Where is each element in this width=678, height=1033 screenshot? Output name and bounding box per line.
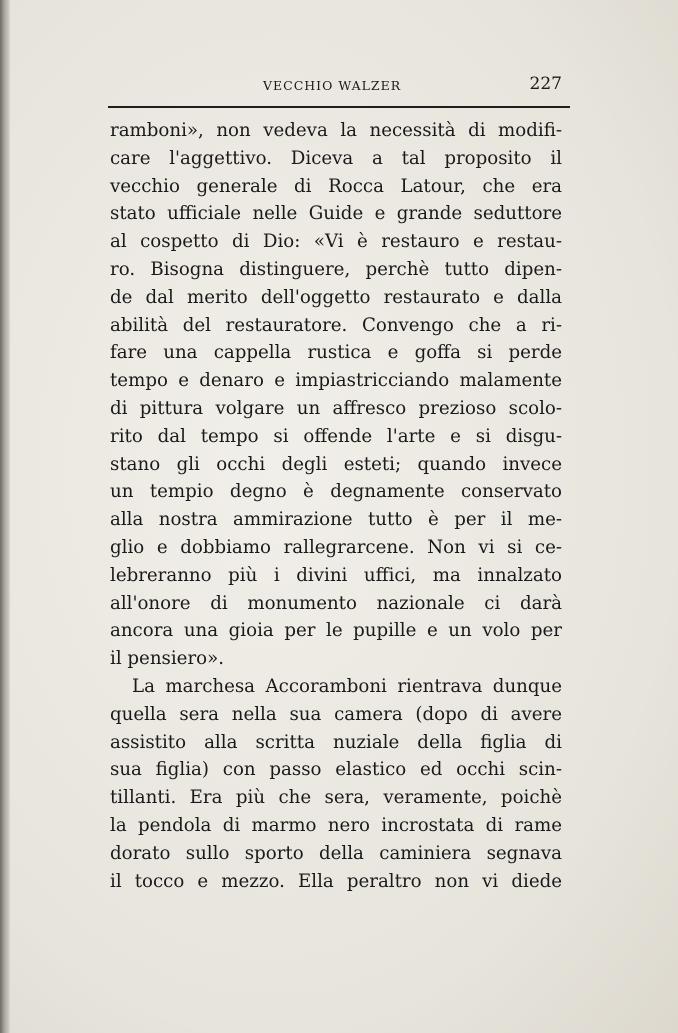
text-line: tillanti. Era più che sera, veramente, poichè (110, 787, 562, 809)
text-line: ramboni», non vedeva la necessità di modifi- (110, 120, 562, 141)
text-line: fare una cappella rustica e goffa si perde (110, 342, 562, 364)
text-line: ro. Bisogna distinguere, perchè tutto dipen- (110, 258, 562, 280)
text-line: alla nostra ammirazione tutto è per il me- (110, 509, 562, 531)
text-line: un tempio degno è degnamente conservato (110, 481, 562, 503)
body-text (110, 117, 562, 895)
text-line: lebreranno più i divini uffici, ma innalzato (110, 564, 562, 586)
text-line: de dal merito dell'oggetto restaurato e dalla (110, 286, 562, 308)
text-line: il tocco e mezzo. Ella peraltro non vi diede (110, 870, 562, 892)
text-line: abilità del restauratore. Convengo che a ri- (110, 314, 562, 336)
header-rule (108, 106, 570, 108)
text-line: stato ufficiale nelle Guide e grande seduttore (110, 203, 562, 225)
text-line: care l'aggettivo. Diceva a tal proposito il (110, 147, 562, 169)
paragraph-first-line: La marchesa Accoramboni rientrava dunque (132, 675, 562, 697)
text-line: di pittura volgare un affresco prezioso scolo- (110, 397, 562, 419)
text-line: rito dal tempo si offende l'arte e si disgu- (110, 425, 562, 447)
text-line: dorato sullo sporto della caminiera segnava (110, 842, 562, 864)
binding-edge (0, 0, 10, 1033)
text-line: assistito alla scritta nuziale della figlia di (110, 731, 562, 753)
text-line: stano gli occhi degli esteti; quando invece (110, 453, 562, 475)
text-line: al cospetto di Dio: «Vi è restauro e restau- (110, 231, 562, 253)
page-number: 227 (529, 74, 562, 94)
text-line: il pensiero». (110, 648, 225, 670)
text-line: glio e dobbiamo rallegrarcene. Non vi si ce- (110, 536, 562, 558)
text-line: vecchio generale di Rocca Latour, che era (110, 175, 562, 197)
text-line: la pendola di marmo nero incrostata di rame (110, 814, 562, 836)
text-line: ancora una gioia per le pupille e un volo per (110, 620, 562, 642)
text-line: tempo e denaro e impiastricciando malamente (110, 370, 562, 392)
text-line: sua figlia) con passo elastico ed occhi scin- (110, 759, 562, 781)
running-title: VECCHIO WALZER (263, 78, 402, 93)
text-line: quella sera nella sua camera (dopo di avere (110, 703, 562, 725)
page-header (110, 74, 570, 98)
text-line: all'onore di monumento nazionale ci darà (110, 592, 562, 614)
